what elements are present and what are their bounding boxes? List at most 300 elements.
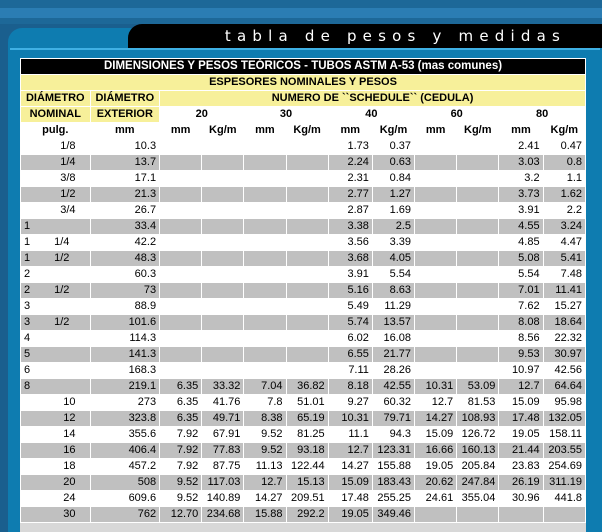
nominal-whole: 5 — [24, 348, 31, 360]
cell-s60-mm: 19.05 — [415, 459, 457, 475]
cell-s30-mm — [244, 171, 286, 187]
schedule-60-header: 60 — [415, 107, 499, 123]
cell-s80-kgm: 158.11 — [543, 427, 585, 443]
cell-s30-kgm — [286, 139, 328, 155]
cell-s40-mm: 6.02 — [328, 331, 372, 347]
cell-diam-nominal — [21, 315, 91, 331]
unit-kgm: Kg/m — [372, 123, 414, 139]
col-header-diam-exterior-2: EXTERIOR — [90, 107, 160, 123]
cell-s80-kgm: 311.19 — [543, 475, 585, 491]
unit-kgm: Kg/m — [286, 123, 328, 139]
cell-s80-kgm: 254.69 — [543, 459, 585, 475]
cell-s30-mm: 9.52 — [244, 443, 286, 459]
cell-s40-mm: 7.11 — [328, 363, 372, 379]
cell-s20-mm — [160, 347, 202, 363]
cell-s30-kgm: 36.82 — [286, 379, 328, 395]
cell-s80-kgm: 132.05 — [543, 411, 585, 427]
cell-s60-kgm — [457, 203, 499, 219]
cell-s20-kgm — [202, 155, 244, 171]
cell-diam-exterior: 762 — [90, 507, 160, 523]
table-row — [21, 155, 586, 171]
cell-s40-kgm: 79.71 — [372, 411, 414, 427]
cell-diam-exterior: 101.6 — [90, 315, 160, 331]
cell-s20-mm — [160, 171, 202, 187]
cell-s30-kgm — [286, 299, 328, 315]
unit-kgm: Kg/m — [457, 123, 499, 139]
cell-s20-mm: 12.70 — [160, 507, 202, 523]
cell-s20-kgm: 33.32 — [202, 379, 244, 395]
cell-s60-kgm: 53.09 — [457, 379, 499, 395]
cell-s80-mm: 5.54 — [499, 267, 543, 283]
table-row — [21, 267, 586, 283]
table-row — [21, 283, 586, 299]
cell-s60-kgm — [457, 283, 499, 299]
cell-s20-mm: 9.52 — [160, 475, 202, 491]
unit-mm: mm — [244, 123, 286, 139]
table-title: DIMENSIONES Y PESOS TEÓRICOS - TUBOS ASTM A-53 (mas comunes) — [21, 59, 586, 75]
cell-s30-mm: 7.04 — [244, 379, 286, 395]
cell-diam-nominal — [21, 507, 91, 523]
cell-s60-mm — [415, 155, 457, 171]
unit-mm: mm — [160, 123, 202, 139]
cell-s30-kgm: 15.13 — [286, 475, 328, 491]
cell-s20-kgm: 234.68 — [202, 507, 244, 523]
cell-diam-nominal — [21, 139, 91, 155]
cell-s60-kgm — [457, 299, 499, 315]
nominal-fraction: 14 — [63, 428, 76, 440]
cell-diam-exterior: 21.3 — [90, 187, 160, 203]
cell-s40-mm: 9.27 — [328, 395, 372, 411]
cell-s60-mm: 20.62 — [415, 475, 457, 491]
cell-s30-kgm — [286, 347, 328, 363]
cell-s30-mm: 9.52 — [244, 427, 286, 443]
cell-s30-kgm — [286, 251, 328, 267]
cell-s80-mm: 3.91 — [499, 203, 543, 219]
cell-diam-nominal — [21, 235, 91, 251]
cell-s40-mm: 12.7 — [328, 443, 372, 459]
cell-s80-kgm: 0.8 — [543, 155, 585, 171]
cell-s40-mm: 15.09 — [328, 475, 372, 491]
cell-diam-nominal — [21, 203, 91, 219]
cell-s60-kgm — [457, 315, 499, 331]
cell-s60-mm — [415, 235, 457, 251]
cell-s60-kgm — [457, 187, 499, 203]
cell-diam-nominal — [21, 443, 91, 459]
table-row — [21, 459, 586, 475]
cell-s40-kgm: 5.54 — [372, 267, 414, 283]
cell-s40-kgm: 155.88 — [372, 459, 414, 475]
cell-diam-exterior: 17.1 — [90, 171, 160, 187]
cell-s60-kgm — [457, 171, 499, 187]
cell-s30-kgm: 122.44 — [286, 459, 328, 475]
cell-s40-kgm: 1.69 — [372, 203, 414, 219]
cell-s40-mm: 3.38 — [328, 219, 372, 235]
cell-s20-mm — [160, 251, 202, 267]
schedule-header: NUMERO DE ``SCHEDULE`` (CEDULA) — [160, 91, 586, 107]
cell-s60-kgm — [457, 363, 499, 379]
unit-kgm: Kg/m — [202, 123, 244, 139]
cell-s80-mm: 21.44 — [499, 443, 543, 459]
table-row — [21, 251, 586, 267]
cell-s20-kgm — [202, 299, 244, 315]
schedule-80-header: 80 — [499, 107, 586, 123]
cell-s40-kgm: 123.31 — [372, 443, 414, 459]
cell-s40-mm: 5.49 — [328, 299, 372, 315]
cell-s80-kgm: 5.41 — [543, 251, 585, 267]
cell-s30-mm — [244, 251, 286, 267]
cell-s40-mm: 10.31 — [328, 411, 372, 427]
cell-s30-kgm — [286, 187, 328, 203]
cell-s20-kgm — [202, 363, 244, 379]
table-row — [21, 347, 586, 363]
cell-diam-exterior: 42.2 — [90, 235, 160, 251]
cell-s20-kgm: 87.75 — [202, 459, 244, 475]
cell-s60-mm — [415, 283, 457, 299]
cell-s30-mm — [244, 267, 286, 283]
cell-s60-mm: 14.27 — [415, 411, 457, 427]
cell-s20-kgm — [202, 219, 244, 235]
cell-s20-mm: 7.92 — [160, 459, 202, 475]
cell-s40-mm: 5.16 — [328, 283, 372, 299]
page-title: tabla de pesos y medidas — [224, 27, 566, 45]
cell-s30-kgm: 65.19 — [286, 411, 328, 427]
frame-divider — [10, 48, 600, 50]
cell-s80-mm: 30.96 — [499, 491, 543, 507]
table-row — [21, 363, 586, 379]
cell-s20-kgm: 41.76 — [202, 395, 244, 411]
col-header-diam-nominal-1: DIÁMETRO — [21, 91, 91, 107]
cell-s40-mm: 14.27 — [328, 459, 372, 475]
cell-s20-kgm — [202, 267, 244, 283]
cell-diam-nominal — [21, 187, 91, 203]
cell-s60-mm: 16.66 — [415, 443, 457, 459]
cell-s30-mm — [244, 187, 286, 203]
cell-s60-mm — [415, 315, 457, 331]
table-row — [21, 411, 586, 427]
cell-s30-mm — [244, 139, 286, 155]
table-row — [21, 187, 586, 203]
cell-s80-kgm: 0.47 — [543, 139, 585, 155]
table-row — [21, 315, 586, 331]
cell-s30-mm — [244, 347, 286, 363]
cell-s60-mm: 10.31 — [415, 379, 457, 395]
nominal-whole: 2 — [24, 284, 31, 296]
cell-diam-nominal — [21, 395, 91, 411]
nominal-fraction: 1/4 — [54, 236, 70, 248]
cell-s30-mm — [244, 283, 286, 299]
cell-s30-kgm: 81.25 — [286, 427, 328, 443]
cell-diam-exterior: 406.4 — [90, 443, 160, 459]
cell-s80-mm: 19.05 — [499, 427, 543, 443]
cell-s30-kgm — [286, 363, 328, 379]
nominal-fraction: 30 — [63, 508, 76, 520]
cell-s60-mm — [415, 507, 457, 523]
unit-kgm: Kg/m — [543, 123, 585, 139]
table-row — [21, 427, 586, 443]
cell-s30-kgm — [286, 283, 328, 299]
cell-s20-mm — [160, 235, 202, 251]
cell-s80-kgm: 64.64 — [543, 379, 585, 395]
cell-diam-exterior: 609.6 — [90, 491, 160, 507]
cell-s60-mm — [415, 251, 457, 267]
col-header-diam-nominal-2: NOMINAL — [21, 107, 91, 123]
cell-s40-kgm: 183.43 — [372, 475, 414, 491]
cell-s30-mm — [244, 203, 286, 219]
cell-s80-kgm: 11.41 — [543, 283, 585, 299]
cell-s80-mm: 3.73 — [499, 187, 543, 203]
nominal-whole: 1 — [24, 252, 31, 264]
cell-s30-kgm — [286, 235, 328, 251]
cell-s30-mm: 14.27 — [244, 491, 286, 507]
cell-s20-mm: 6.35 — [160, 379, 202, 395]
schedule-40-header: 40 — [328, 107, 414, 123]
cell-s20-kgm — [202, 331, 244, 347]
cell-s60-kgm — [457, 235, 499, 251]
nominal-fraction: 1/2 — [60, 188, 76, 200]
cell-s60-kgm: 247.84 — [457, 475, 499, 491]
cell-s80-mm: 4.55 — [499, 219, 543, 235]
cell-s20-mm — [160, 187, 202, 203]
cell-diam-exterior: 457.2 — [90, 459, 160, 475]
cell-s20-mm — [160, 203, 202, 219]
cell-diam-exterior: 13.7 — [90, 155, 160, 171]
cell-s80-mm — [499, 507, 543, 523]
cell-s20-mm — [160, 267, 202, 283]
cell-s40-kgm: 0.63 — [372, 155, 414, 171]
cell-s20-kgm — [202, 187, 244, 203]
table-subtitle: ESPESORES NOMINALES Y PESOS — [21, 75, 586, 91]
nominal-whole: 3 — [24, 300, 31, 312]
cell-s80-mm: 8.08 — [499, 315, 543, 331]
table-row — [21, 171, 586, 187]
cell-diam-exterior: 355.6 — [90, 427, 160, 443]
cell-s80-mm: 7.01 — [499, 283, 543, 299]
cell-diam-exterior: 141.3 — [90, 347, 160, 363]
cell-s20-kgm — [202, 235, 244, 251]
unit-pulg: pulg. — [21, 123, 91, 139]
cell-s30-mm: 11.13 — [244, 459, 286, 475]
cell-diam-exterior: 273 — [90, 395, 160, 411]
cell-s60-kgm: 81.53 — [457, 395, 499, 411]
cell-s60-kgm: 205.84 — [457, 459, 499, 475]
cell-s80-mm: 2.41 — [499, 139, 543, 155]
cell-s60-mm — [415, 331, 457, 347]
cell-s20-mm: 9.52 — [160, 491, 202, 507]
cell-s40-kgm: 349.46 — [372, 507, 414, 523]
cell-s80-mm: 26.19 — [499, 475, 543, 491]
cell-s30-kgm — [286, 331, 328, 347]
schedule-20-header: 20 — [160, 107, 244, 123]
cell-s60-mm: 15.09 — [415, 427, 457, 443]
cell-s20-mm — [160, 155, 202, 171]
cell-s80-kgm: 2.2 — [543, 203, 585, 219]
cell-s80-mm: 15.09 — [499, 395, 543, 411]
col-header-diam-exterior-1: DIÁMETRO — [90, 91, 160, 107]
cell-diam-exterior: 508 — [90, 475, 160, 491]
cell-s20-kgm — [202, 315, 244, 331]
table-panel — [20, 58, 586, 532]
cell-s20-kgm — [202, 203, 244, 219]
cell-s60-mm — [415, 219, 457, 235]
cell-s80-kgm: 22.32 — [543, 331, 585, 347]
cell-diam-exterior: 219.1 — [90, 379, 160, 395]
cell-diam-exterior: 88.9 — [90, 299, 160, 315]
cell-s30-mm — [244, 235, 286, 251]
cell-s40-mm: 2.87 — [328, 203, 372, 219]
cell-s40-kgm: 11.29 — [372, 299, 414, 315]
cell-s20-mm — [160, 219, 202, 235]
cell-diam-exterior: 26.7 — [90, 203, 160, 219]
cell-s30-mm — [244, 299, 286, 315]
cell-s20-mm: 6.35 — [160, 411, 202, 427]
cell-s40-mm: 2.77 — [328, 187, 372, 203]
cell-s80-mm: 5.08 — [499, 251, 543, 267]
cell-s80-kgm: 30.97 — [543, 347, 585, 363]
cell-diam-exterior: 10.3 — [90, 139, 160, 155]
unit-mm: mm — [328, 123, 372, 139]
nominal-fraction: 16 — [63, 444, 76, 456]
cell-s80-mm: 3.2 — [499, 171, 543, 187]
cell-diam-nominal — [21, 459, 91, 475]
cell-s30-kgm: 93.18 — [286, 443, 328, 459]
cell-s80-mm: 8.56 — [499, 331, 543, 347]
cell-s40-kgm: 2.5 — [372, 219, 414, 235]
cell-diam-nominal — [21, 475, 91, 491]
cell-diam-nominal — [21, 427, 91, 443]
cell-s60-mm — [415, 171, 457, 187]
cell-s30-mm — [244, 315, 286, 331]
unit-mm-exterior: mm — [90, 123, 160, 139]
cell-s20-mm — [160, 315, 202, 331]
cell-s20-mm — [160, 299, 202, 315]
cell-s60-mm: 24.61 — [415, 491, 457, 507]
cell-s60-kgm — [457, 331, 499, 347]
cell-diam-nominal — [21, 331, 91, 347]
cell-s40-mm: 2.24 — [328, 155, 372, 171]
nominal-whole: 3 — [24, 316, 31, 328]
cell-s20-kgm: 49.71 — [202, 411, 244, 427]
unit-mm: mm — [499, 123, 543, 139]
cell-s80-mm: 12.7 — [499, 379, 543, 395]
cell-s80-mm: 9.53 — [499, 347, 543, 363]
cell-s20-mm: 7.92 — [160, 443, 202, 459]
cell-s80-kgm: 3.24 — [543, 219, 585, 235]
cell-s40-kgm: 42.55 — [372, 379, 414, 395]
cell-s20-mm: 7.92 — [160, 427, 202, 443]
table-body — [21, 139, 586, 523]
nominal-whole: 6 — [24, 364, 31, 376]
cell-s20-kgm: 117.03 — [202, 475, 244, 491]
cell-s30-mm — [244, 363, 286, 379]
cell-s60-kgm — [457, 139, 499, 155]
cell-s40-kgm: 255.25 — [372, 491, 414, 507]
nominal-fraction: 20 — [63, 476, 76, 488]
cell-s40-kgm: 13.57 — [372, 315, 414, 331]
nominal-fraction: 10 — [63, 396, 76, 408]
nominal-whole: 4 — [24, 332, 31, 344]
cell-s20-mm: 6.35 — [160, 395, 202, 411]
page-header — [128, 24, 602, 48]
cell-diam-exterior: 48.3 — [90, 251, 160, 267]
cell-s20-kgm — [202, 251, 244, 267]
schedule-30-header: 30 — [244, 107, 328, 123]
cell-s40-mm: 8.18 — [328, 379, 372, 395]
cell-s20-kgm: 67.91 — [202, 427, 244, 443]
cell-s40-kgm: 4.05 — [372, 251, 414, 267]
cell-s60-kgm — [457, 155, 499, 171]
cell-s40-mm: 6.55 — [328, 347, 372, 363]
cell-s80-kgm: 95.98 — [543, 395, 585, 411]
nominal-fraction: 1/2 — [54, 252, 70, 264]
cell-s60-kgm — [457, 219, 499, 235]
cell-s20-mm — [160, 331, 202, 347]
cell-s30-kgm — [286, 203, 328, 219]
cell-s80-mm: 4.85 — [499, 235, 543, 251]
cell-s30-mm — [244, 331, 286, 347]
cell-s30-kgm: 51.01 — [286, 395, 328, 411]
cell-s40-kgm: 0.37 — [372, 139, 414, 155]
cell-s80-mm: 10.97 — [499, 363, 543, 379]
cell-s80-mm: 23.83 — [499, 459, 543, 475]
cell-s40-mm: 3.68 — [328, 251, 372, 267]
cell-diam-exterior: 73 — [90, 283, 160, 299]
cell-s80-kgm: 42.56 — [543, 363, 585, 379]
cell-s60-mm — [415, 139, 457, 155]
nominal-whole: 8 — [24, 380, 31, 392]
nominal-fraction: 1/8 — [60, 140, 76, 152]
cell-diam-nominal — [21, 251, 91, 267]
cell-s40-mm: 11.1 — [328, 427, 372, 443]
cell-diam-exterior: 60.3 — [90, 267, 160, 283]
cell-s30-kgm — [286, 155, 328, 171]
cell-s80-mm: 7.62 — [499, 299, 543, 315]
unit-mm: mm — [415, 123, 457, 139]
cell-s60-kgm: 108.93 — [457, 411, 499, 427]
cell-diam-nominal — [21, 267, 91, 283]
cell-s20-kgm — [202, 139, 244, 155]
nominal-fraction: 1/2 — [54, 284, 70, 296]
table-row — [21, 395, 586, 411]
cell-s60-mm: 12.7 — [415, 395, 457, 411]
cell-diam-nominal — [21, 155, 91, 171]
cell-diam-nominal — [21, 491, 91, 507]
cell-s40-kgm: 0.84 — [372, 171, 414, 187]
cell-s30-kgm — [286, 171, 328, 187]
cell-s80-mm: 3.03 — [499, 155, 543, 171]
cell-diam-nominal — [21, 283, 91, 299]
cell-s40-mm: 3.91 — [328, 267, 372, 283]
nominal-whole: 1 — [24, 220, 31, 232]
nominal-fraction: 3/4 — [60, 204, 76, 216]
nominal-whole: 1 — [24, 236, 31, 248]
cell-s80-kgm: 1.62 — [543, 187, 585, 203]
table-row — [21, 507, 586, 523]
cell-diam-exterior: 168.3 — [90, 363, 160, 379]
cell-s80-kgm: 7.48 — [543, 267, 585, 283]
nominal-fraction: 12 — [63, 412, 76, 424]
cell-diam-exterior: 33.4 — [90, 219, 160, 235]
nominal-fraction: 18 — [63, 460, 76, 472]
cell-s40-kgm: 28.26 — [372, 363, 414, 379]
cell-diam-nominal — [21, 379, 91, 395]
cell-s60-kgm — [457, 267, 499, 283]
table-row — [21, 491, 586, 507]
cell-s60-mm — [415, 267, 457, 283]
cell-s60-kgm — [457, 251, 499, 267]
table-row — [21, 475, 586, 491]
cell-s30-mm — [244, 219, 286, 235]
cell-s80-kgm: 203.55 — [543, 443, 585, 459]
